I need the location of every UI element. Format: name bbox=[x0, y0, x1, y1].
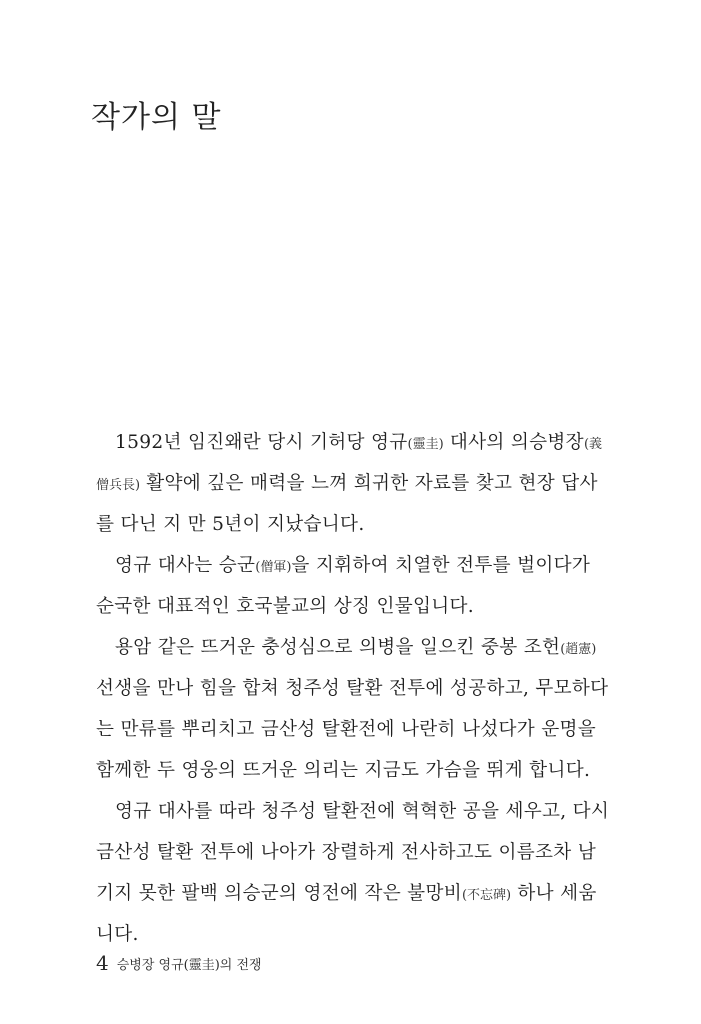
body-line-text: 금산성 탈환 전투에 나아가 장렬하게 전사하고도 이름조차 남 bbox=[96, 842, 597, 863]
body-line-text: 기지 못한 팔백 의승군의 영전에 작은 불망비 bbox=[96, 883, 462, 904]
hanja-annotation: 僧兵長) bbox=[96, 478, 141, 493]
body-line-text: 활약에 깊은 매력을 느껴 희귀한 자료를 찾고 현장 답사 bbox=[140, 473, 598, 494]
body-line-text: 선생을 만나 힘을 합쳐 청주성 탈환 전투에 성공하고, 무모하다 bbox=[96, 678, 609, 699]
body-line-text: 대사의 의승병장 bbox=[443, 432, 584, 453]
body-line-text: 을 지휘하여 치열한 전투를 벌이다가 bbox=[291, 555, 591, 576]
page-number: 4 bbox=[96, 951, 109, 975]
hanja-annotation: (不忘碑) bbox=[461, 888, 512, 903]
body-line-5 bbox=[96, 586, 584, 627]
body-line-4 bbox=[96, 545, 591, 586]
body-line-9 bbox=[96, 750, 591, 791]
body-line-8 bbox=[96, 709, 597, 750]
body-line-6 bbox=[96, 627, 597, 668]
body-line-text: 함께한 두 영웅의 뜨거운 의리는 지금도 가슴을 뛰게 합니다. bbox=[96, 760, 591, 781]
body-line-13 bbox=[96, 914, 584, 955]
body-line-1 bbox=[96, 422, 603, 463]
hanja-annotation: (靈圭) bbox=[407, 437, 444, 452]
body-line-text: 순국한 대표적인 호국불교의 상징 인물입니다. bbox=[96, 596, 475, 617]
body-line-3 bbox=[96, 504, 584, 545]
body-line-text: 영규 대사는 승군 bbox=[115, 555, 256, 576]
body-line-text: 용암 같은 뜨거운 충성심으로 의병을 일으킨 중봉 조헌 bbox=[115, 637, 561, 658]
body-line-text: 니다. bbox=[96, 924, 139, 945]
body-line-text: 하나 세움 bbox=[511, 883, 597, 904]
body-line-text: 영규 대사를 따라 청주성 탈환전에 혁혁한 공을 세우고, 다시 bbox=[115, 801, 610, 822]
hanja-annotation: (僧軍) bbox=[255, 560, 292, 575]
hanja-annotation: (趙憲) bbox=[560, 642, 597, 657]
body-line-7 bbox=[96, 668, 609, 709]
body-line-10 bbox=[96, 791, 610, 832]
page-footer bbox=[96, 951, 262, 975]
body-line-text: 를 다닌 지 만 5년이 지났습니다. bbox=[96, 514, 365, 535]
body-line-text: 는 만류를 뿌리치고 금산성 탈환전에 나란히 나섰다가 운명을 bbox=[96, 719, 597, 740]
body-line-11 bbox=[96, 832, 597, 873]
running-title: 승병장 영규(靈圭)의 전쟁 bbox=[116, 958, 262, 973]
hanja-annotation: (義 bbox=[583, 437, 603, 452]
page-title: 작가의 말 bbox=[91, 100, 222, 135]
body-text bbox=[96, 422, 610, 955]
body-line-12 bbox=[96, 873, 597, 914]
body-line-text: 1592년 임진왜란 당시 기허당 영규 bbox=[115, 432, 408, 453]
body-line-2 bbox=[96, 463, 598, 504]
